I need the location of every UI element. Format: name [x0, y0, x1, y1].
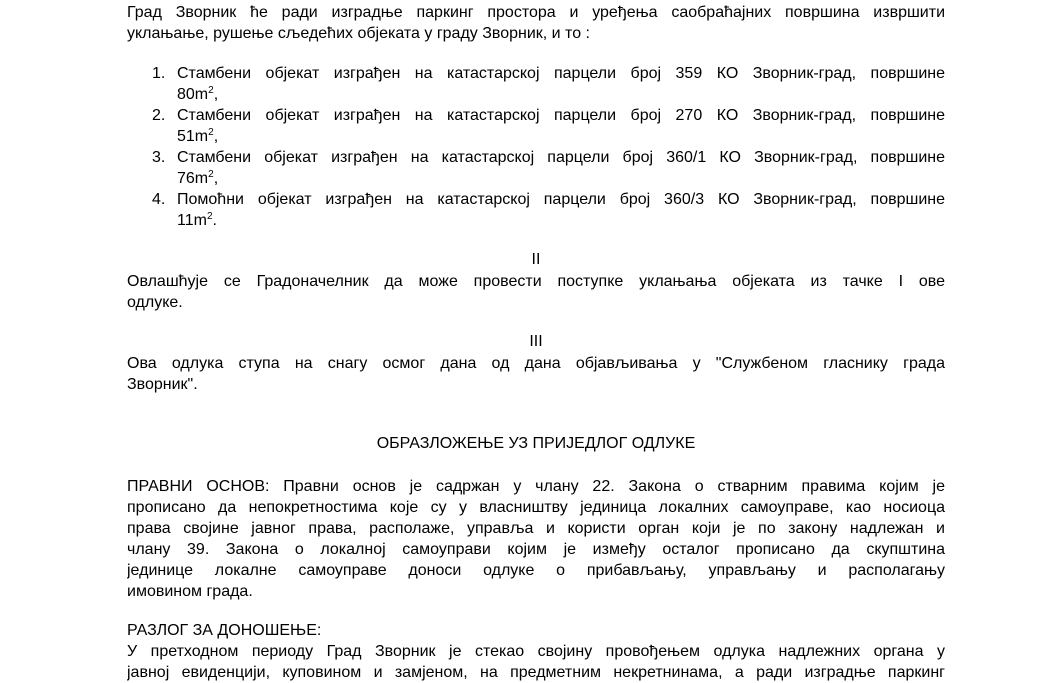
item-number: 2. [152, 107, 166, 124]
section-3-line-2: Зворник". [127, 376, 198, 393]
item-number: 3. [152, 149, 166, 166]
item-area: 80m [177, 86, 209, 103]
intro-line-1: Град Зворник ће ради изградње паркинг простора и уређења саобраћајних површина извршити [127, 4, 945, 21]
item-end: , [213, 86, 219, 103]
item-area-sup: 2 [208, 169, 214, 180]
list-item [152, 106, 945, 148]
section-2-line-1: Овлашћује се Градоначелник да може провести поступке уклањања објеката из тачке I ове [127, 273, 945, 290]
section-3-heading: III [529, 333, 543, 350]
item-text: Стамбени објекат изграђен на катастарској парцели број 360/1 КО Зворник-град, површине [177, 149, 945, 166]
legal-basis-paragraph [127, 476, 945, 602]
intro-paragraph [127, 2, 945, 44]
item-area: 51m [177, 128, 209, 145]
reason-line: јавној евиденцији, куповином и замјеном, на предметним некретнинама, а ради изградње паркинг [127, 664, 945, 681]
section-3-paragraph [127, 353, 945, 395]
reason-heading: РАЗЛОГ ЗА ДОНОШЕЊЕ: [127, 622, 322, 639]
section-3-line-1: Ова одлука ступа на снагу осмог дана од дана објављивања у "Службеном гласнику града [127, 355, 945, 372]
legal-line: члану 39. Закона о локалној самоуправи којим је између осталог прописано да скупштина [127, 541, 945, 558]
item-area: 76m [177, 170, 209, 187]
legal-line: јединице локалне самоуправе доноси одлуке о прибављању, управљању и располагању [127, 562, 945, 579]
item-text: Стамбени објекат изграђен на катастарској парцели број 359 КО Зворник-град, површине [177, 65, 945, 82]
reason-paragraph [127, 620, 945, 683]
section-2-line-2: одлуке. [127, 294, 183, 311]
legal-line: имовином града. [127, 583, 253, 600]
explanation-title: ОБРАЗЛОЖЕЊЕ УЗ ПРИЈЕДЛОГ ОДЛУКЕ [376, 435, 696, 452]
intro-line-2: уклањање, рушење сљедећих објеката у граду Зворник, и то : [127, 25, 590, 42]
objects-list [152, 64, 945, 232]
item-area: 11m [177, 212, 207, 229]
section-2-paragraph [127, 271, 945, 313]
item-text: Стамбени објекат изграђен на катастарској парцели број 270 КО Зворник-град, површине [177, 107, 945, 124]
item-end: , [213, 128, 219, 145]
list-item [152, 190, 945, 232]
reason-line: У претходном периоду Град Зворник је стекао својину провођењем одлука надлежних органа у [127, 643, 945, 660]
item-area-sup: 2 [206, 211, 213, 222]
item-text: Помоћни објекат изграђен на катастарској парцели број 360/3 КО Зворник-град, површине [177, 191, 945, 208]
legal-line: прописано да непокретностима које су у власништву јединица локалних самоуправе, као носиоца [127, 499, 945, 516]
item-end: , [213, 170, 219, 187]
list-item [152, 148, 945, 190]
legal-line: права својине јавног права, располаже, управља и користи орган који је по закону надлежан и [127, 520, 945, 537]
item-number: 4. [152, 191, 166, 208]
item-end: . [212, 212, 217, 229]
legal-line: ПРАВНИ ОСНОВ: Правни основ је садржан у члану 22. Закона о стварним правима којим је [127, 478, 945, 495]
section-2-heading: II [531, 251, 541, 268]
item-number: 1. [152, 65, 166, 82]
list-item [152, 64, 945, 106]
item-area-sup: 2 [208, 127, 214, 138]
item-area-sup: 2 [208, 85, 214, 96]
